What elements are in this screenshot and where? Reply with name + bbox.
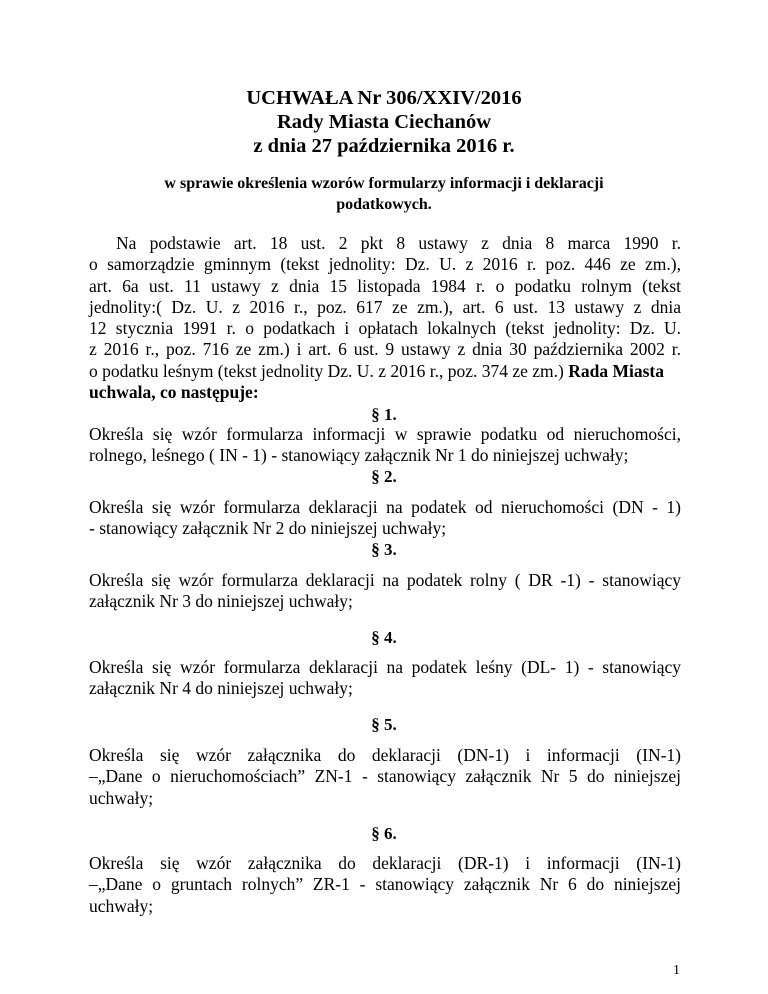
section-line: –„Dane o gruntach rolnych” ZR-1 - stanowiący załącznik Nr 6 do niniejszej (89, 874, 681, 895)
section-body-6 (89, 853, 681, 917)
enactment-clause (89, 382, 681, 403)
section-line: załącznik Nr 4 do niniejszej uchwały; (89, 678, 353, 699)
section-line: Określa się wzór formularza deklaracji na podatek rolny ( DR -1) - stanowiący (89, 570, 681, 590)
section-line: uchwały; (89, 787, 154, 808)
section-heading-6: § 6. (371, 824, 397, 843)
section-heading-1: § 1. (371, 405, 397, 424)
section-line: –„Dane o nieruchomościach” ZN-1 - stanowiący załącznik Nr 5 do niniejszej (89, 766, 681, 787)
resolution-number: UCHWAŁA Nr 306/XXIV/2016 (246, 87, 522, 109)
legal-basis-line-last (89, 361, 681, 382)
legal-basis-text: o podatku leśnym (tekst jednolity Dz. U. z 2016 r., poz. 374 ze zm.) (89, 360, 564, 381)
section-heading-3: § 3. (371, 540, 397, 559)
section-body-4 (89, 657, 681, 700)
section-line: - stanowiący załącznik Nr 2 do niniejszej uchwały; (89, 518, 447, 539)
section-body-3 (89, 570, 681, 613)
resolution-subject-line-1: w sprawie określenia wzorów formularzy informacji i deklaracji (164, 175, 604, 192)
legal-basis-paragraph (89, 233, 681, 403)
resolution-date: z dnia 27 października 2016 r. (253, 135, 515, 157)
section-body-1 (89, 424, 681, 467)
section-line: Określa się wzór formularza deklaracji na podatek leśny (DL- 1) - stanowiący (89, 657, 681, 677)
council-name: Rady Miasta Ciechanów (276, 111, 492, 133)
section-line: załącznik Nr 3 do niniejszej uchwały; (89, 591, 353, 612)
legal-basis-line: 12 stycznia 1991 r. o podatkach i opłatach lokalnych (tekst jednolity: Dz. U. (89, 318, 681, 339)
section-heading-2: § 2. (371, 467, 397, 486)
legal-basis-line: Na podstawie art. 18 ust. 2 pkt 8 ustawy z dnia 8 marca 1990 r. (116, 233, 681, 253)
section-line: uchwały; (89, 895, 154, 916)
section-line: Określa się wzór formularza deklaracji na podatek od nieruchomości (DN - 1) (89, 497, 681, 517)
section-line: Określa się wzór załącznika do deklaracji (DR-1) i informacji (IN-1) (89, 853, 681, 873)
enactment-text: uchwala, co następuje: (89, 382, 259, 403)
section-line: Określa się wzór załącznika do deklaracji (DN-1) i informacji (IN-1) (89, 745, 681, 765)
section-heading-4: § 4. (371, 628, 397, 647)
page-number: 1 (673, 963, 680, 978)
section-body-5 (89, 745, 681, 809)
section-body-2 (89, 497, 681, 540)
section-line: Określa się wzór formularza informacji w sprawie podatku od nieruchomości, (89, 424, 681, 444)
legal-basis-line: art. 6a ust. 11 ustawy z dnia 15 listopada 1984 r. o podatku rolnym (tekst (89, 275, 681, 296)
resolution-subject-line-2: podatkowych. (336, 196, 432, 213)
legal-basis-line: o samorządzie gminnym (tekst jednolity: Dz. U. z 2016 r. poz. 446 ze zm.), (89, 254, 681, 275)
council-name-bold: Rada Miasta (568, 360, 664, 381)
section-heading-5: § 5. (371, 715, 397, 734)
section-line: rolnego, leśnego ( IN - 1) - stanowiący załącznik Nr 1 do niniejszej uchwały; (89, 445, 629, 466)
legal-basis-line: z 2016 r., poz. 716 ze zm.) i art. 6 ust. 9 ustawy z dnia 30 października 2002 r. (89, 339, 681, 360)
legal-basis-line: jednolity:( Dz. U. z 2016 r., poz. 617 ze zm.), art. 6 ust. 13 ustawy z dnia (89, 296, 681, 317)
